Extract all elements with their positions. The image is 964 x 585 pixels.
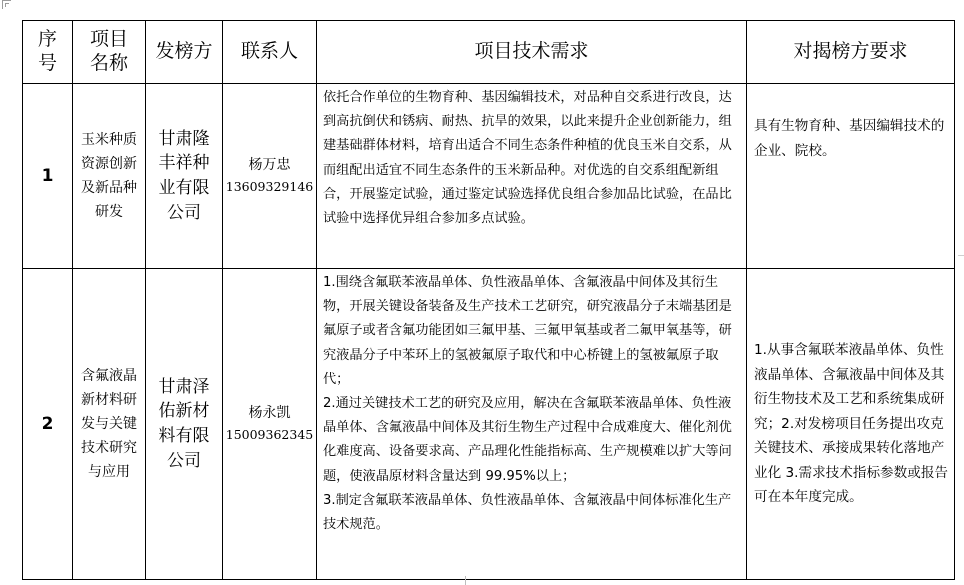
header-seq: 序号 <box>23 21 73 84</box>
conditions-cell: 具有生物育种、基因编辑技术的企业、院校。 <box>747 84 955 269</box>
requirement-paragraph: 3.制定含氟联苯液晶单体、负性液晶单体、含氟液晶中间体标准化生产技术规范。 <box>323 492 732 533</box>
requirement-paragraph: 依托合作单位的生物育种、基因编辑技术，对品种自交系进行改良，达到高抗倒伏和锈病、耐热、抗旱的效果，以此来提升企业创新能力，组建基础群体材料，培育出适合不同生态条件种植的优良玉米自交系，从而组配出适宜不同生态条件的玉米新品种。对优选的自交系组配新组合，开展鉴定试验，通过鉴定试验选择优良组合参加品比试验，在品比试验中选择优异组合参加多点试验。 <box>323 90 732 227</box>
requirements-cell <box>317 269 747 580</box>
column-resize-handle-icon[interactable] <box>958 255 964 270</box>
contact-phone: 13609329146 <box>225 179 314 195</box>
project-table <box>22 20 955 580</box>
table-row <box>23 84 955 269</box>
contact-name: 杨永凯 <box>248 405 291 422</box>
table-row <box>23 269 955 580</box>
publisher-name: 甘肃泽佑新材料有限公司 <box>146 269 223 580</box>
project-name: 玉米种质资源创新及新品种研发 <box>73 84 146 269</box>
row-number: 1 <box>23 84 73 269</box>
header-conditions: 对揭榜方要求 <box>747 21 955 84</box>
requirement-paragraph: 1.围绕含氟联苯液晶单体、负性液晶单体、含氟液晶中间体及其衍生物，开展关键设备装备及生产技术工艺研究，研究液晶分子末端基团是氟原子或者含氟功能团如三氟甲基、三氟甲氧基或者二氟甲氧基等，研究液晶分子中苯环上的氢被氟原子取代和中心桥键上的氢被氟原子取代； <box>323 275 732 387</box>
header-project-name: 项目名称 <box>73 21 146 84</box>
header-contact: 联系人 <box>223 21 317 84</box>
requirements-cell <box>317 84 747 269</box>
row-resize-handle-icon[interactable] <box>465 576 486 585</box>
requirement-paragraph: 2.通过关键技术工艺的研究及应用，解决在含氟联苯液晶单体、负性液晶单体、含氟液晶中间体及其衍生物生产过程中合成难度大、催化剂优化难度高、设备要求高、产品理化性能指标高、生产规模难以扩大等问题，使液晶原材料含量达到 99.95%以上； <box>323 396 732 484</box>
publisher-name: 甘肃隆丰祥种业有限公司 <box>146 84 223 269</box>
contact-phone: 15009362345 <box>225 427 314 443</box>
header-publisher: 发榜方 <box>146 21 223 84</box>
table-move-handle-icon[interactable] <box>2 0 11 9</box>
contact-cell <box>223 269 317 580</box>
contact-name: 杨万忠 <box>248 157 291 174</box>
contact-cell <box>223 84 317 269</box>
project-name: 含氟液晶新材料研发与关键技术研究与应用 <box>73 269 146 580</box>
header-requirements: 项目技术需求 <box>317 21 747 84</box>
row-number: 2 <box>23 269 73 580</box>
conditions-cell: 1.从事含氟联苯液晶单体、负性液晶单体、含氟液晶中间体及其衍生物技术及工艺和系统集成研究；2.对发榜项目任务提出攻克关键技术、承接成果转化落地产业化 3.需求技术指标参数或报告可在本年度完成。 <box>747 269 955 580</box>
table-header-row <box>23 21 955 84</box>
